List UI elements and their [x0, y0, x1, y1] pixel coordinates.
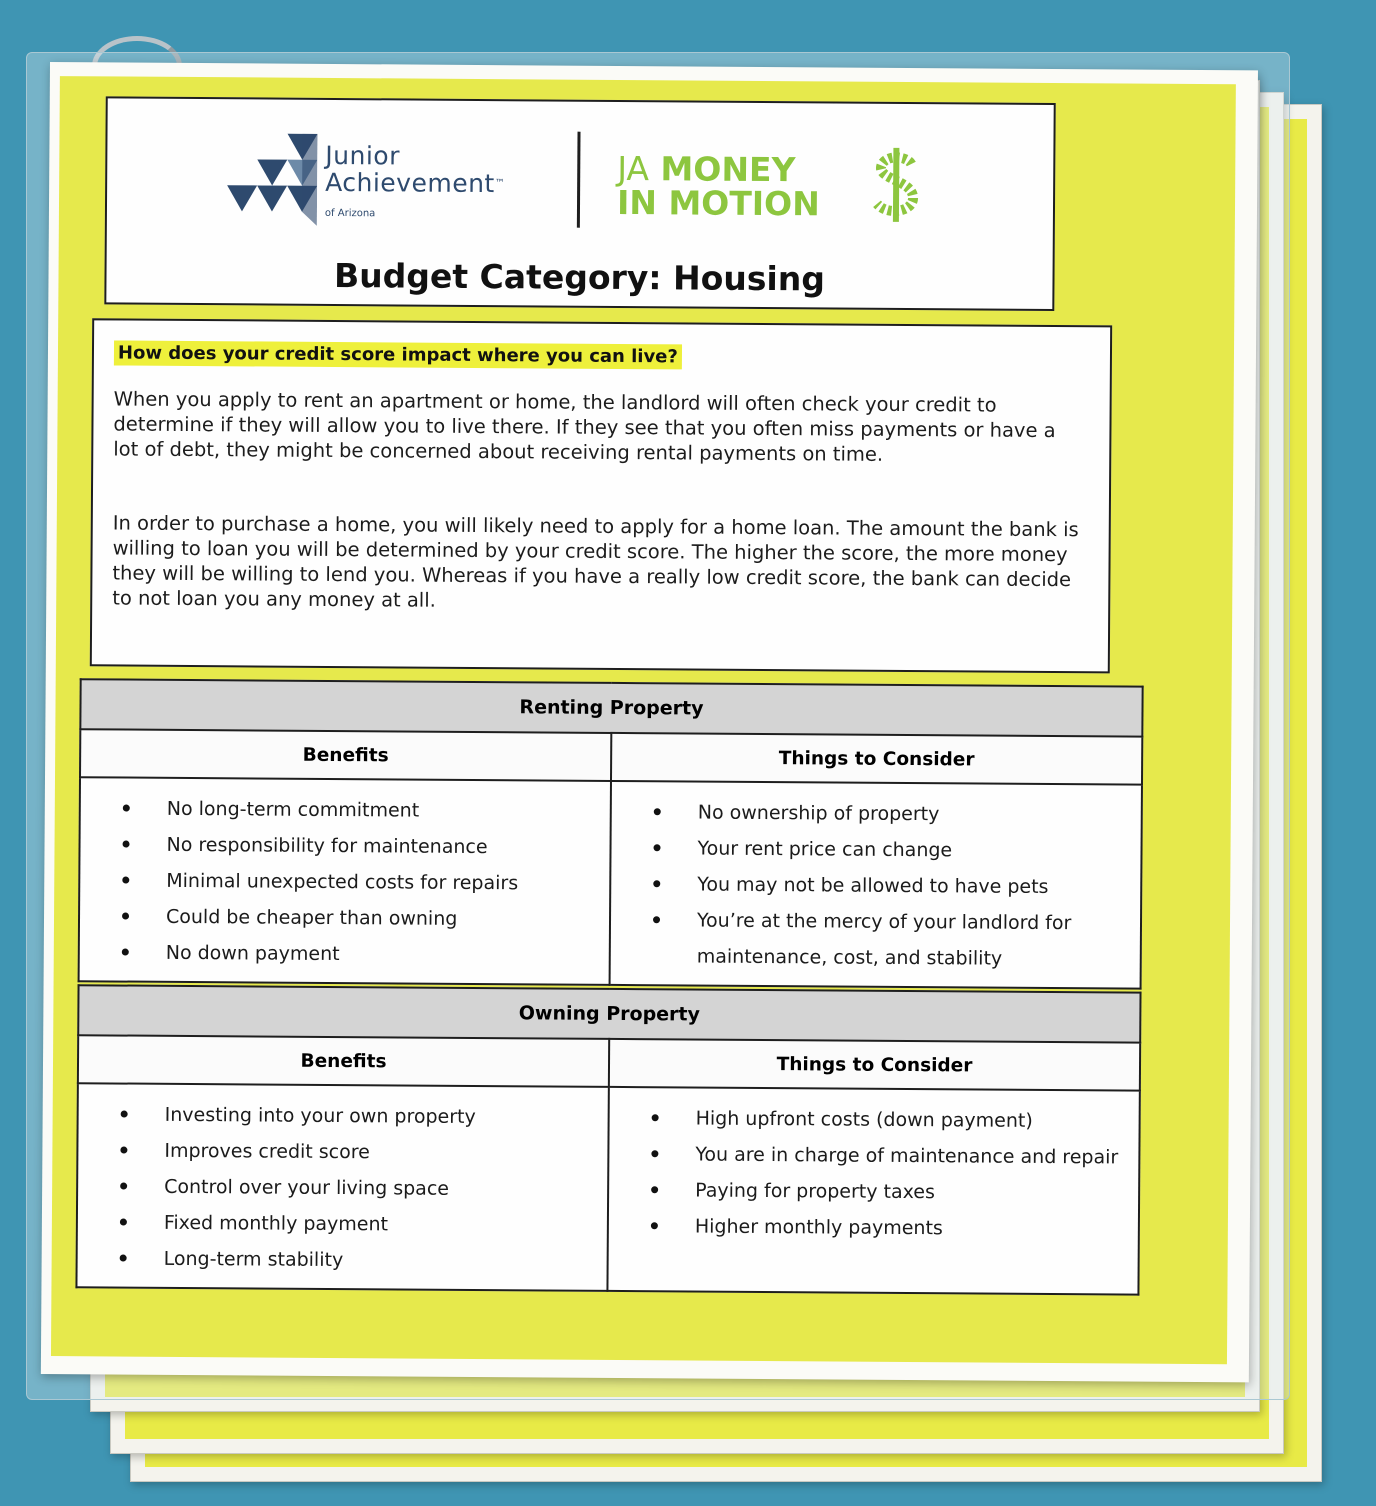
- renting-consider-heading: Things to Consider: [611, 733, 1142, 785]
- intro-paragraph-buying: In order to purchase a home, you will likely need to apply for a home loan. The amount the bank is willing to loan you will be determined by your credit score. The higher the score, the more money they will be willing to lend you. Whereas if you have a really low credit score, the bank can decide to not loan you any money at all.: [112, 511, 1079, 612]
- list-item: No long-term commitment: [123, 791, 600, 830]
- renting-benefits-heading: Benefits: [80, 729, 611, 781]
- list-item: Investing into your own property: [121, 1097, 598, 1136]
- owning-benefits-list: [114, 1096, 598, 1279]
- owning-table-title: Owning Property: [78, 985, 1140, 1042]
- yellow-frame: [51, 76, 1236, 1364]
- intro-question: How does your credit score impact where you can live?: [114, 340, 682, 369]
- org-region: of Arizona: [324, 207, 376, 220]
- list-item: Higher monthly payments: [651, 1208, 1128, 1247]
- header-box: [104, 96, 1055, 311]
- renting-property-table: [78, 678, 1144, 989]
- renting-consider-list: [647, 794, 1131, 977]
- owning-consider-cell: [607, 1087, 1139, 1295]
- owning-property-table: [75, 984, 1141, 1295]
- money-in-motion-wordmark: JA MONEY IN MOTION: [616, 148, 820, 224]
- list-item: No ownership of property: [654, 794, 1131, 833]
- list-item: Fixed monthly payment: [120, 1205, 597, 1244]
- owning-consider-heading: Things to Consider: [609, 1039, 1140, 1091]
- list-item: Could be cheaper than owning: [122, 899, 599, 938]
- junior-achievement-logo-icon: [217, 133, 318, 226]
- list-item: Paying for property taxes: [651, 1172, 1128, 1211]
- list-item: No down payment: [122, 935, 599, 974]
- list-item: Minimal unexpected costs for repairs: [122, 863, 599, 902]
- page-title: Budget Category: Housing: [333, 255, 826, 299]
- logos: [217, 129, 958, 244]
- junior-achievement-wordmark: Junior Achievement™: [325, 140, 506, 199]
- owning-benefits-heading: Benefits: [78, 1035, 609, 1087]
- list-item: Control over your living space: [120, 1169, 597, 1208]
- intro-paragraph-renting: When you apply to rent an apartment or home, the landlord will often check your credit to determine if they will allow you to live there. If they see that you often miss payments or have a lot of debt, they might be concerned about receiving rental payments on time.: [113, 387, 1056, 466]
- logo-divider: [577, 132, 581, 228]
- list-item: Long-term stability: [120, 1241, 597, 1280]
- list-item: No responsibility for maintenance: [122, 827, 599, 866]
- list-item: Improves credit score: [120, 1133, 597, 1172]
- handout-page: [41, 62, 1258, 1382]
- list-item: You may not be allowed to have pets: [653, 866, 1130, 905]
- credit-score-intro-box: [90, 318, 1112, 673]
- dollar-sign-icon: [867, 146, 926, 224]
- owning-consider-list: [645, 1100, 1129, 1247]
- renting-benefits-cell: [79, 777, 611, 985]
- list-item: High upfront costs (down payment): [652, 1100, 1129, 1139]
- list-item: You’re at the mercy of your landlord for maintenance, cost, and stability: [653, 902, 1130, 977]
- renting-table-title: Renting Property: [80, 679, 1142, 736]
- renting-benefits-list: [116, 790, 600, 973]
- list-item: Your rent price can change: [653, 830, 1130, 869]
- renting-consider-cell: [610, 781, 1142, 989]
- owning-benefits-cell: [76, 1083, 608, 1291]
- list-item: You are in charge of maintenance and repair: [651, 1136, 1128, 1175]
